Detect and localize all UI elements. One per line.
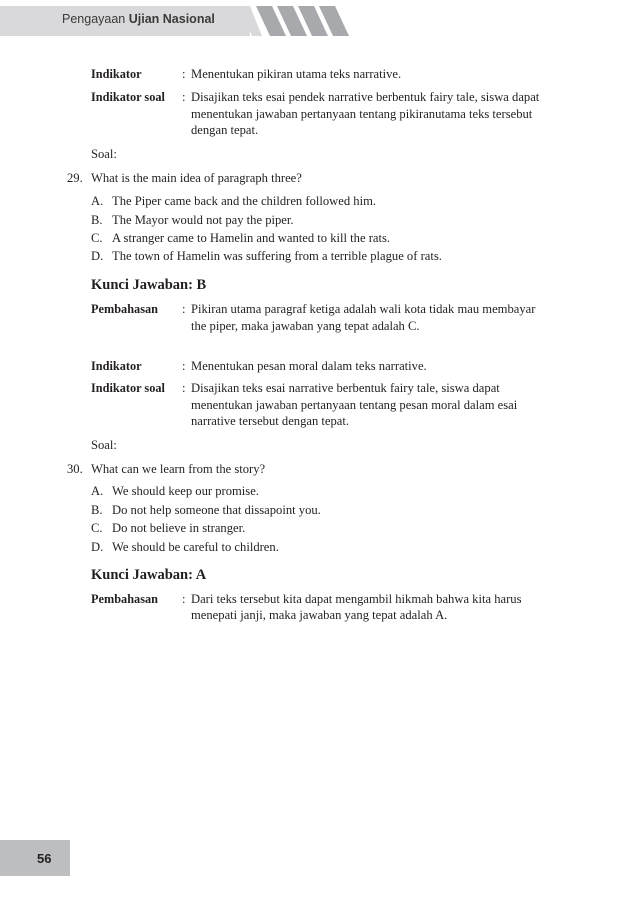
indikator-soal-line: menentukan jawaban pertanyaan tentang pikiranutama teks tersebut — [191, 107, 533, 121]
colon: : — [182, 381, 186, 395]
option-letter: D. — [91, 249, 104, 263]
indikator-value: Menentukan pesan moral dalam teks narrative. — [191, 359, 427, 373]
option-letter: B. — [91, 213, 103, 227]
option-text: The Piper came back and the children followed him. — [112, 194, 377, 208]
indikator-value: Menentukan pikiran utama teks narrative. — [191, 67, 402, 81]
indikator-label: Indikator — [91, 359, 142, 373]
pembahasan-line: Dari teks tersebut kita dapat mengambil hikmah bahwa kita harus — [191, 592, 522, 606]
indikator-soal-line: Disajikan teks esai pendek narrative berbentuk fairy tale, siswa dapat — [191, 90, 540, 104]
option-letter: D. — [91, 540, 104, 554]
option-text: We should keep our promise. — [112, 484, 259, 498]
soal-label: Soal: — [91, 147, 117, 161]
indikator-label: Indikator — [91, 67, 142, 81]
colon: : — [182, 67, 186, 81]
question-text: What can we learn from the story? — [91, 462, 266, 476]
indikator-soal-line: narrative tersebut dengan tepat. — [191, 414, 350, 428]
colon: : — [182, 359, 186, 373]
indikator-soal-line: Disajikan teks esai narrative berbentuk fairy tale, siswa dapat — [191, 381, 500, 395]
pembahasan-line: Pikiran utama paragraf ketiga adalah wali kota tidak mau membayar — [191, 302, 536, 316]
header-title-bold: Ujian Nasional — [128, 12, 215, 26]
colon: : — [182, 90, 186, 104]
header-prefix: Pengayaan — [62, 12, 126, 26]
option-letter: C. — [91, 521, 103, 535]
option-letter: C. — [91, 231, 103, 245]
option-letter: B. — [91, 503, 103, 517]
pembahasan-label: Pembahasan — [91, 592, 158, 606]
pembahasan-line: menepati janji, maka jawaban yang tepat adalah A. — [191, 608, 448, 622]
colon: : — [182, 302, 186, 316]
option-text: The Mayor would not pay the piper. — [112, 213, 294, 227]
page-number: 56 — [37, 851, 52, 866]
header-title — [62, 12, 215, 26]
option-text: The town of Hamelin was suffering from a terrible plague of rats. — [112, 249, 442, 263]
indikator-soal-line: dengan tepat. — [191, 123, 259, 137]
header-stripes-decoration — [240, 6, 350, 36]
indikator-soal-label: Indikator soal — [91, 90, 165, 104]
option-text: We should be careful to children. — [112, 540, 279, 554]
question-text: What is the main idea of paragraph three? — [91, 171, 302, 185]
answer-key: Kunci Jawaban: A — [91, 567, 207, 583]
indikator-soal-label: Indikator soal — [91, 381, 165, 395]
pembahasan-line: the piper, maka jawaban yang tepat adalah C. — [191, 319, 420, 333]
page-header — [0, 0, 638, 40]
question-number: 30. — [67, 462, 83, 476]
option-text: Do not believe in stranger. — [112, 521, 246, 535]
option-text: A stranger came to Hamelin and wanted to kill the rats. — [112, 231, 391, 245]
option-text: Do not help someone that dissapoint you. — [112, 503, 321, 517]
question-number: 29. — [67, 171, 83, 185]
indikator-soal-line: menentukan jawaban pertanyaan tentang pesan moral dalam esai — [191, 398, 518, 412]
option-letter: A. — [91, 484, 104, 498]
soal-label: Soal: — [91, 438, 117, 452]
colon: : — [182, 592, 186, 606]
page-number-tab — [0, 840, 70, 876]
answer-key: Kunci Jawaban: B — [91, 277, 207, 293]
option-letter: A. — [91, 194, 104, 208]
pembahasan-label: Pembahasan — [91, 302, 158, 316]
